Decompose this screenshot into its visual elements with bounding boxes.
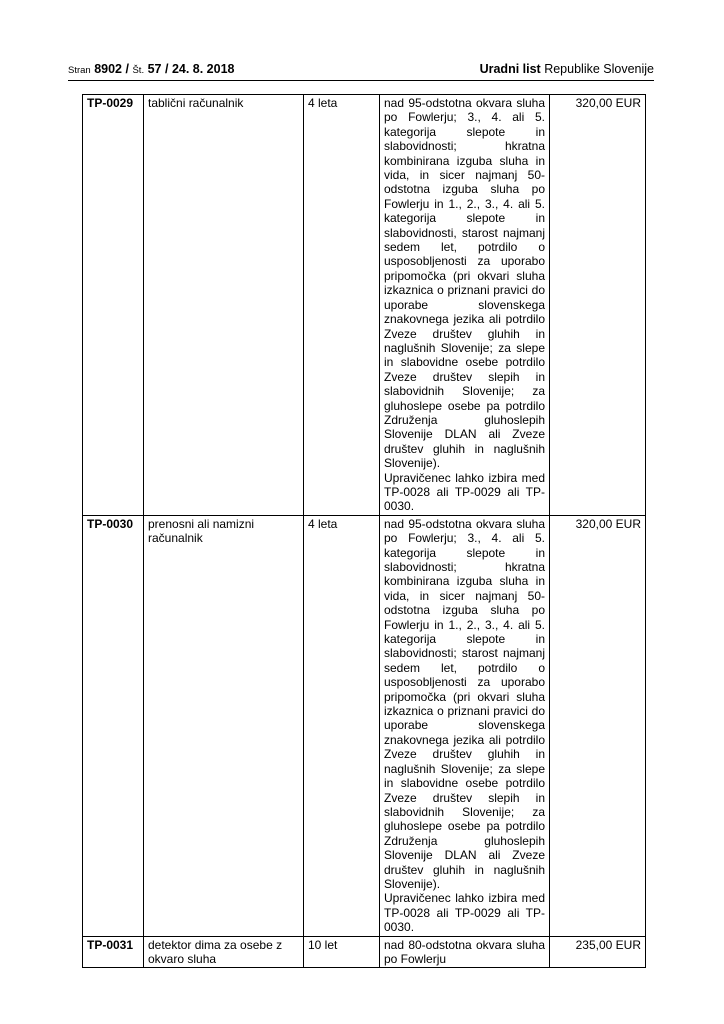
item-name: detektor dima za osebe z okvaro sluha — [144, 936, 304, 968]
eligibility-note: Upravičenec lahko izbira med TP-0028 ali TP-0029 ali TP-0030. — [384, 470, 545, 514]
header-separator: / — [125, 62, 129, 76]
issue-label: Št. — [132, 65, 145, 76]
eligibility-condition: nad 95-odstotna okvara sluha po Fowlerju; 3., 4. ali 5. kategorija slepote in slabovidnosti; hkratna kombinirana izguba sluha in vida, in sicer najmanj 50-odstotna izguba sluha po Fowlerju in 1., 2., 3., 4. ali 5. kategorija slepote in slabovidnosti, starost najmanj sedem let, potrdilo o usposobljenosti za uporabo pripomočka (pri okvari sluha izkaznica o priznani pravici do uporabe slovenskega znakovnega jezika ali potrdilo Zveze društev gluhih in naglušnih Slovenije; za slepe in slabovidne osebe potrdilo Zveze društev slepih in slabovidnih Slovenije; za gluhoslepe osebe pa potrdilo Združenja gluhoslepih Slovenije DLAN ali Zveze društev gluhih in naglušnih Slovenije). — [384, 96, 545, 471]
eligibility-cell — [380, 95, 550, 516]
aids-table — [82, 94, 646, 968]
header-separator: / — [164, 62, 169, 76]
header-rule — [68, 80, 654, 81]
stran-label: Stran — [68, 65, 91, 76]
page-header — [68, 62, 654, 82]
eligibility-note: Upravičenec lahko izbira med TP-0028 ali TP-0029 ali TP-0030. — [384, 891, 545, 935]
item-name: prenosni ali namizni računalnik — [144, 515, 304, 936]
usage-period: 4 leta — [304, 95, 380, 516]
item-price: 320,00 EUR — [550, 95, 646, 516]
item-code: TP-0030 — [83, 515, 144, 936]
publication-name-bold: Uradni list — [479, 62, 541, 76]
item-name: tablični računalnik — [144, 95, 304, 516]
eligibility-condition: nad 95-odstotna okvara sluha po Fowlerju; 3., 4. ali 5. kategorija slepote in slabovidnosti; hkratna kombinirana izguba sluha in vida, in sicer najmanj 50-odstotna izguba sluha po Fowlerju in 1., 2., 3., 4. ali 5. kategorija slepote in slabovidnosti; starost najmanj sedem let, potrdilo o usposobljenosti za uporabo pripomočka (pri okvari sluha izkaznica o priznani pravici do uporabe slovenskega znakovnega jezika ali potrdilo Zveze društev gluhih in naglušnih Slovenije; za slepe in slabovidne osebe potrdilo Zveze društev slepih in slabovidnih Slovenije; za gluhoslepe osebe pa potrdilo Združenja gluhoslepih Slovenije DLAN ali Zveze društev gluhih in naglušnih Slovenije). — [384, 516, 545, 891]
item-price: 235,00 EUR — [550, 936, 646, 968]
item-code: TP-0031 — [83, 936, 144, 968]
issue-date: 24. 8. 2018 — [171, 62, 235, 76]
table-row — [83, 95, 646, 516]
publication-name-rest: Republike Slovenije — [544, 62, 654, 76]
usage-period: 4 leta — [304, 515, 380, 936]
item-price: 320,00 EUR — [550, 515, 646, 936]
issue-number: 57 — [147, 62, 162, 76]
usage-period: 10 let — [304, 936, 380, 968]
table-row — [83, 936, 646, 968]
item-code: TP-0029 — [83, 95, 144, 516]
eligibility-cell — [380, 936, 550, 968]
eligibility-cell — [380, 515, 550, 936]
page-header-left — [68, 62, 235, 76]
publication-name — [480, 62, 654, 76]
page-number: 8902 — [94, 62, 123, 76]
table-row — [83, 515, 646, 936]
eligibility-condition: nad 80-odstotna okvara sluha po Fowlerju — [384, 937, 545, 966]
